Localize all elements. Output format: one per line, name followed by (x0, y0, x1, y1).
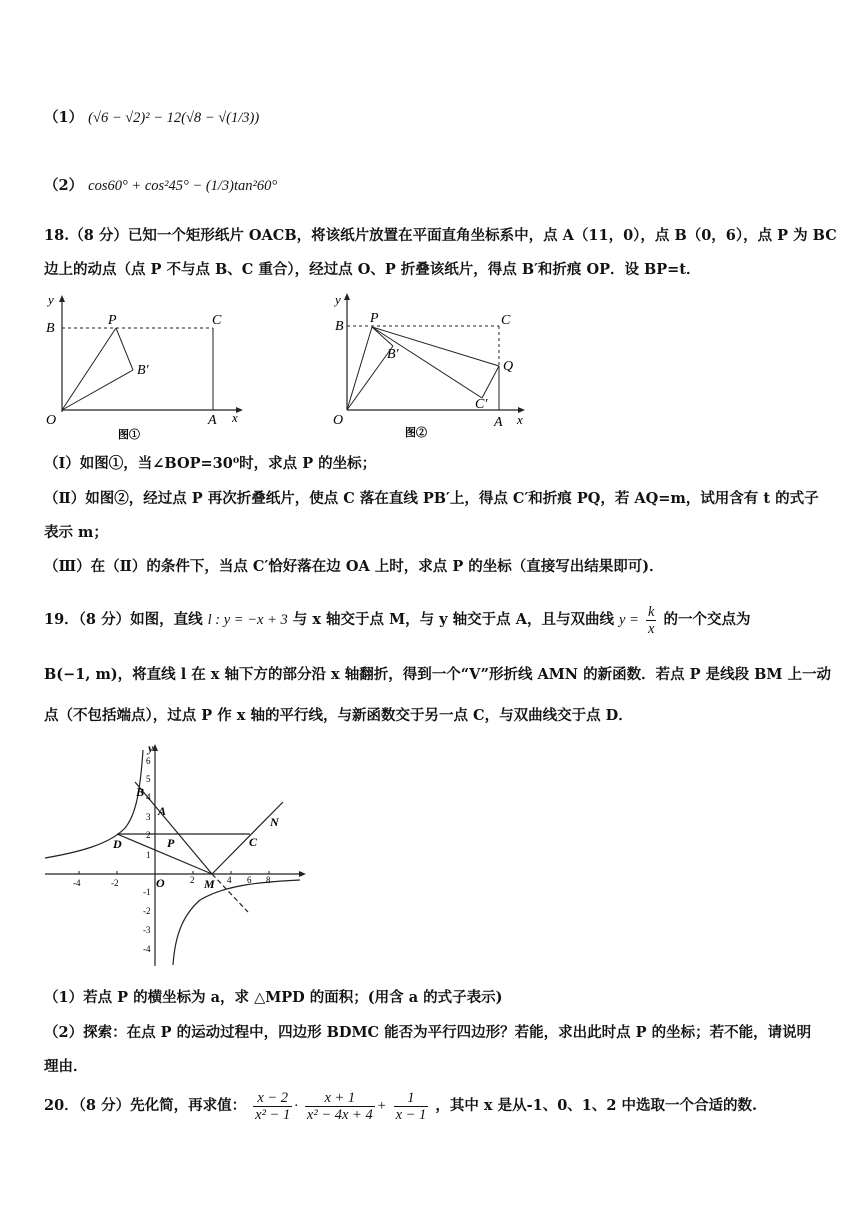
fig1-label-P: P (108, 313, 117, 328)
q20-fraction-3-numerator: 1 (394, 1090, 429, 1107)
fig2-label-P: P (370, 311, 379, 326)
q19-xtick-5: 6 (247, 875, 252, 885)
q17-part2-expression: cos60° + cos²45° − (1/3)tan²60° (88, 178, 278, 194)
fig2-label-Q: Q (503, 359, 514, 374)
q19-line1-lead: 19．（8 分）如图，直线 (44, 611, 203, 628)
q19-line3: 点（不包括端点），过点 P 作 x 轴的平行线，与新函数交于另一点 C，与双曲线交于点 D． (44, 707, 633, 724)
q19-graph (40, 740, 310, 970)
q19-label-M: M (204, 877, 215, 891)
fig1-label-y: y (48, 292, 54, 307)
fig2-label-O: O (333, 413, 344, 428)
q20-fraction-2-numerator: x + 1 (305, 1090, 375, 1107)
q19-ytick-1: 1 (146, 850, 151, 860)
q19-label-N: N (270, 815, 279, 829)
q19-xtick-2: -2 (111, 878, 119, 888)
q17-part1-expression: (√6 − √2)² − 12(√8 − √(1/3)) (88, 110, 260, 126)
q19-xtick-1: -4 (73, 878, 81, 888)
fig1-label-B: B (46, 321, 55, 336)
q17-part2 (44, 176, 832, 196)
q19-hyperbola-denominator: x (647, 620, 655, 637)
fig1-label-C: C (212, 313, 222, 328)
q20-fraction-3 (394, 1090, 429, 1123)
q19-ytick-2: 2 (146, 830, 151, 840)
q20-line: 20．（8 分）先化简，再求值： $\frac{x - 2}{\text{x² − 1}}$ · $\frac{x + 1}{\text{x² − 4x + 4}}$ + $\frac{1}{x - 1}$ ，其中 x 是从-1、0、1、2 中选取一个合适的数. (44, 1089, 758, 1123)
q19-label-O: O (156, 876, 165, 890)
fig1-label-A: A (208, 413, 217, 428)
fig2-label-C: C (501, 313, 511, 328)
q19-ytick-6: 6 (146, 756, 151, 766)
q19-ytick-4: 4 (146, 792, 151, 802)
q19-ytick-neg4: -4 (143, 944, 151, 954)
q18-text-line1: 18.（8 分）已知一个矩形纸片 OACB，将该纸片放置在平面直角坐标系中，点 A（11，0），点 B（0，6），点 P 为 BC (44, 227, 837, 244)
fig1-label-O: O (46, 413, 57, 428)
q20-fraction-1 (253, 1090, 292, 1123)
q19-line-equation: l : y = −x + 3 (207, 612, 288, 628)
q19-ytick-neg3: -3 (143, 925, 151, 935)
q19-part2-line2: 理由． (44, 1058, 88, 1075)
q19-line1-mid: 与 x 轴交于点 M，与 y 轴交于点 A，且与双曲线 (292, 611, 614, 628)
q19-xtick-4: 4 (227, 875, 232, 885)
q20-fraction-2-denominator: x² − 4x + 4 (306, 1106, 373, 1123)
q18-text-line2: 边上的动点（点 P 不与点 B、C 重合），经过点 O、P 折叠该纸片，得点 B′和折痕 OP．设 BP=t． (44, 261, 701, 278)
q20-fraction-1-denominator: x² − 1 (255, 1106, 291, 1123)
q19-ytick-neg2: -2 (143, 906, 151, 916)
q19-hyperbola-fraction (646, 604, 656, 637)
q19-label-B: B (136, 785, 145, 799)
q19-line1-tail: 的一个交点为 (663, 611, 751, 628)
q18-part2-line2: 表示 m； (44, 524, 108, 541)
q17-part2-label: （2） (44, 177, 84, 194)
q19-label-A: A (158, 804, 167, 818)
q19-hyperbola-numerator: k (647, 603, 655, 620)
q20-tail: ，其中 x 是从-1、0、1、2 中选取一个合适的数. (435, 1097, 758, 1114)
q19-ytick-3: 3 (146, 812, 151, 822)
fig2-label-Bp: B′ (387, 347, 399, 362)
q19-line2: B(−1, m)，将直线 l 在 x 轴下方的部分沿 x 轴翻折，得到一个“V”形折线 AMN 的新函数．若点 P 是线段 BM 上一动 (44, 666, 831, 683)
q19-part1: （1）若点 P 的横坐标为 a，求 △MPD 的面积；(用含 a 的式子表示) (44, 989, 503, 1006)
q18-part1: （Ⅰ）如图①，当∠BOP=30⁰时，求点 P 的坐标； (44, 455, 377, 472)
q20-fraction-2 (305, 1090, 375, 1123)
fig1-label-x: x (232, 410, 238, 425)
q19-hyperbola-lhs: y = (619, 612, 639, 628)
fig2-label-B: B (335, 319, 344, 334)
fig2-label-A: A (494, 415, 503, 430)
q19-ytick-5: 5 (146, 774, 151, 784)
q19-xtick-6: 8 (266, 875, 271, 885)
q19-label-P: P (167, 836, 175, 850)
q20-fraction-3-denominator: x − 1 (395, 1106, 427, 1123)
q18-figure-2 (325, 290, 535, 442)
q20-fraction-1-numerator: x − 2 (253, 1090, 292, 1107)
fig2-caption: 图② (405, 427, 427, 439)
q18-part2-line1: （Ⅱ）如图②，经过点 P 再次折叠纸片，使点 C 落在直线 PB′上，得点 C′和折痕 PQ，若 AQ=m，试用含有 t 的式子 (44, 490, 819, 507)
q19-ytick-neg1: -1 (143, 887, 151, 897)
fig2-label-Cp: C′ (475, 397, 488, 412)
fig2-label-x: x (517, 412, 523, 427)
q17-part1-label: （1） (44, 109, 84, 126)
fig1-label-Bp: B′ (137, 363, 149, 378)
q20-lead: 20．（8 分）先化简，再求值： (44, 1097, 247, 1114)
q19-label-D: D (113, 837, 122, 851)
q19-part2-line1: （2）探索：在点 P 的运动过程中，四边形 BDMC 能否为平行四边形？若能，求出此时点 P 的坐标；若不能，请说明 (44, 1024, 812, 1041)
fig2-label-y: y (335, 292, 341, 307)
q19-label-C: C (249, 835, 258, 849)
q19-label-y: y (148, 741, 154, 755)
q17-part1 (44, 108, 832, 128)
fig1-caption: 图① (118, 429, 140, 441)
q18-figure-1 (40, 292, 250, 442)
q19-xtick-3: 2 (190, 875, 195, 885)
q18-part3: （Ⅲ）在（Ⅱ）的条件下，当点 C′恰好落在边 OA 上时，求点 P 的坐标（直接写出结果即可)． (44, 558, 664, 575)
q19-line1 (44, 600, 832, 640)
